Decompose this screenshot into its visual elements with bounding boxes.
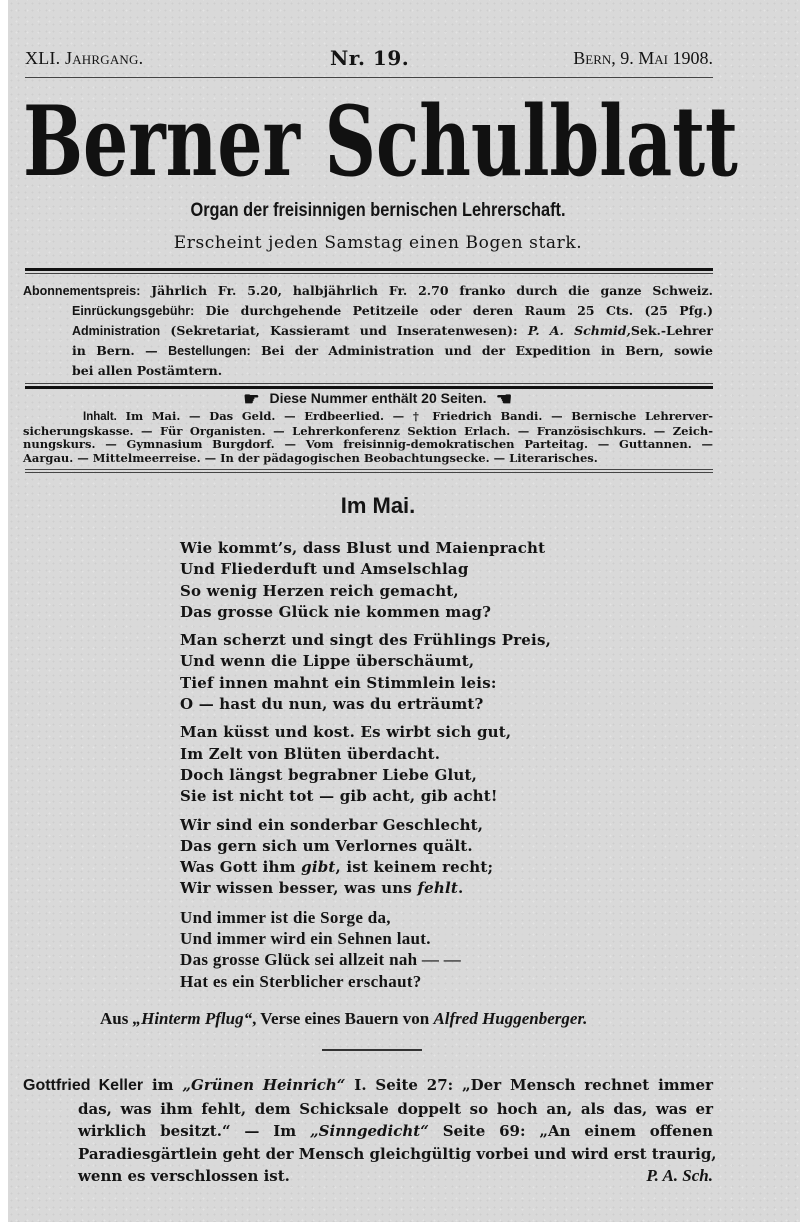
quote-line: das, was ihm fehlt, dem Schicksale doppelt so hoch an, als das, was er <box>78 1099 713 1118</box>
contents-label: Inhalt. <box>83 411 117 423</box>
contents-line: Inhalt. Im Mai. — Das Geld. — Erdbeerlied. — † Friedrich Bandi. — Bernische Lehrerver- <box>83 409 713 423</box>
poem-title: Im Mai. <box>340 493 416 518</box>
rule-double-3a <box>25 469 713 470</box>
subscription-text: Jährlich Fr. 5.20, halbjährlich Fr. 2.70 franko durch die ganze Schweiz. <box>151 283 713 298</box>
rule-double-1b <box>25 273 713 274</box>
poem-verse: Und immer wird ein Sehnen laut. <box>180 929 431 949</box>
source-author: Alfred Huggenberger. <box>433 1009 588 1028</box>
poem-verse: Das grosse Glück sei allzeit nah — — <box>180 950 462 970</box>
info-line-orders-2: bei allen Postämtern. <box>72 363 223 378</box>
newspaper-title: Berner Schulblatt <box>23 85 738 198</box>
pointing-hand-left-icon: ☛ <box>496 389 513 409</box>
poem-verse: Was Gott ihm gibt, ist keinem recht; <box>180 858 494 877</box>
keller-quote <box>23 1074 717 1188</box>
poem-verse: Wir wissen besser, was uns fehlt. <box>180 879 464 898</box>
poem-verse: Wie kommt’s, dass Blust und Maienpracht <box>180 539 546 557</box>
poem-verse: Und immer ist die Sorge da, <box>180 907 391 927</box>
issue-number: Nr. 19. <box>330 46 410 70</box>
source-book: „Hinterm Pflug“ <box>132 1009 253 1028</box>
poem-source: Aus „Hinterm Pflug“, Verse eines Bauern von Alfred Huggenberger. <box>100 1009 588 1028</box>
poem-verse: Doch längst begrabner Liebe Glut, <box>180 765 478 784</box>
quote-author: Gottfried Keller <box>23 1077 144 1094</box>
quote-line: wirklich besitzt.“ — Im „Sinngedicht“ Seite 69: „An einem offenen <box>78 1122 713 1140</box>
rule-double-3b <box>25 472 713 473</box>
poem-stanza <box>180 538 600 623</box>
quote-line: Gottfried Keller im „Grünen Heinrich“ I. Seite 27: „Der Mensch rechnet immer <box>23 1076 713 1094</box>
subscription-info <box>23 281 713 380</box>
rule-double-2a <box>25 383 713 384</box>
contents-line: sicherungskasse. — Für Organisten. — Lehrerkonferenz Sektion Erlach. — Französischkurs. — Zeich- <box>23 423 713 438</box>
poem-stanza <box>180 815 600 900</box>
quote-line: wenn es verschlossen ist. P. A. Sch. <box>23 1165 713 1188</box>
notice-text: Diese Nummer enthält 20 Seiten. <box>269 390 487 406</box>
quote-book-1: „Grünen Heinrich“ <box>182 1076 346 1094</box>
admin-city: in Bern. — <box>72 343 158 358</box>
page-count-notice <box>8 389 748 410</box>
quote-book-2: „Sinngedicht“ <box>310 1122 429 1140</box>
info-line-insertion <box>23 301 713 321</box>
orders-label: Bestellungen: <box>168 344 251 358</box>
poem-verse: Und wenn die Lippe überschäumt, <box>180 652 475 671</box>
poem-verse: Das grosse Glück nie kommen mag? <box>180 602 492 621</box>
poem-verse: So wenig Herzen reich gemacht, <box>180 581 459 600</box>
poem-verse: Im Zelt von Blüten überdacht. <box>180 744 441 763</box>
info-line-admin <box>23 321 713 341</box>
poem <box>180 538 600 999</box>
rule-double-1a <box>25 268 713 271</box>
publication-frequency: Erscheint jeden Samstag einen Bogen stark. <box>173 233 583 253</box>
section-separator <box>322 1049 422 1051</box>
masthead-topline <box>25 48 713 72</box>
poem-verse: Das gern sich um Verlornes quält. <box>180 836 473 855</box>
insertion-label: Einrückungsgebühr: <box>72 304 195 318</box>
poem-verse: Und Fliederduft und Amselschlag <box>180 560 469 579</box>
emphasis-fehlt: fehlt <box>417 879 459 898</box>
poem-verse: Man küsst und kost. Es wirbt sich gut, <box>180 723 512 742</box>
admin-text: (Sekretariat, Kassieramt und Inseratenwesen): <box>170 323 518 338</box>
admin-person: P. A. Schmid, <box>527 323 631 338</box>
place-date: Bern, 9. Mai 1908. <box>573 48 713 68</box>
orders-text: Bei der Administration und der Expedition in Bern, sowie <box>261 343 713 358</box>
poem-verse: O — hast du nun, was du erträumt? <box>180 695 484 714</box>
newspaper-page <box>8 0 800 1222</box>
table-of-contents <box>23 410 713 465</box>
info-line-subscription <box>23 281 713 301</box>
info-line-orders <box>23 341 713 361</box>
volume-label: XLI. Jahrgang. <box>25 48 144 68</box>
contents-line: nungskurs. — Gymnasium Burgdorf. — Vom freisinnig-demokratischen Parteitag. — Guttannen. — <box>23 437 713 451</box>
poem-stanza <box>180 722 600 807</box>
rule-under-topline <box>25 77 713 78</box>
poem-stanza <box>180 907 600 992</box>
poem-verse: Man scherzt und singt des Frühlings Preis, <box>180 631 552 650</box>
admin-role: Sek.-Lehrer <box>630 323 713 338</box>
contents-line: Aargau. — Mittelmeerreise. — In der pädagogischen Beobachtungsecke. — Literarisches. <box>23 450 598 465</box>
insertion-text: Die durchgehende Petitzeile oder deren Raum 25 Cts. (25 Pfg.) <box>205 303 713 318</box>
poem-stanza <box>180 630 600 715</box>
poem-verse: Hat es ein Sterblicher erschaut? <box>180 971 422 991</box>
poem-verse: Wir sind ein sonderbar Geschlecht, <box>180 815 484 834</box>
signature: P. A. Sch. <box>646 1166 713 1185</box>
newspaper-subtitle: Organ der freisinnigen bernischen Lehrerschaft. <box>190 200 566 221</box>
poem-verse: Tief innen mahnt ein Stimmlein leis: <box>180 673 497 692</box>
admin-label: Administration <box>72 324 161 338</box>
quote-line: Paradiesgärtlein geht der Mensch gleichgültig vorbei und wird erst traurig, <box>78 1144 717 1163</box>
poem-verse: Sie ist nicht tot — gib acht, gib acht! <box>180 787 498 806</box>
subscription-label: Abonnementspreis: <box>23 284 141 298</box>
emphasis-gibt: gibt <box>301 858 336 877</box>
pointing-hand-right-icon: ☛ <box>243 389 260 409</box>
